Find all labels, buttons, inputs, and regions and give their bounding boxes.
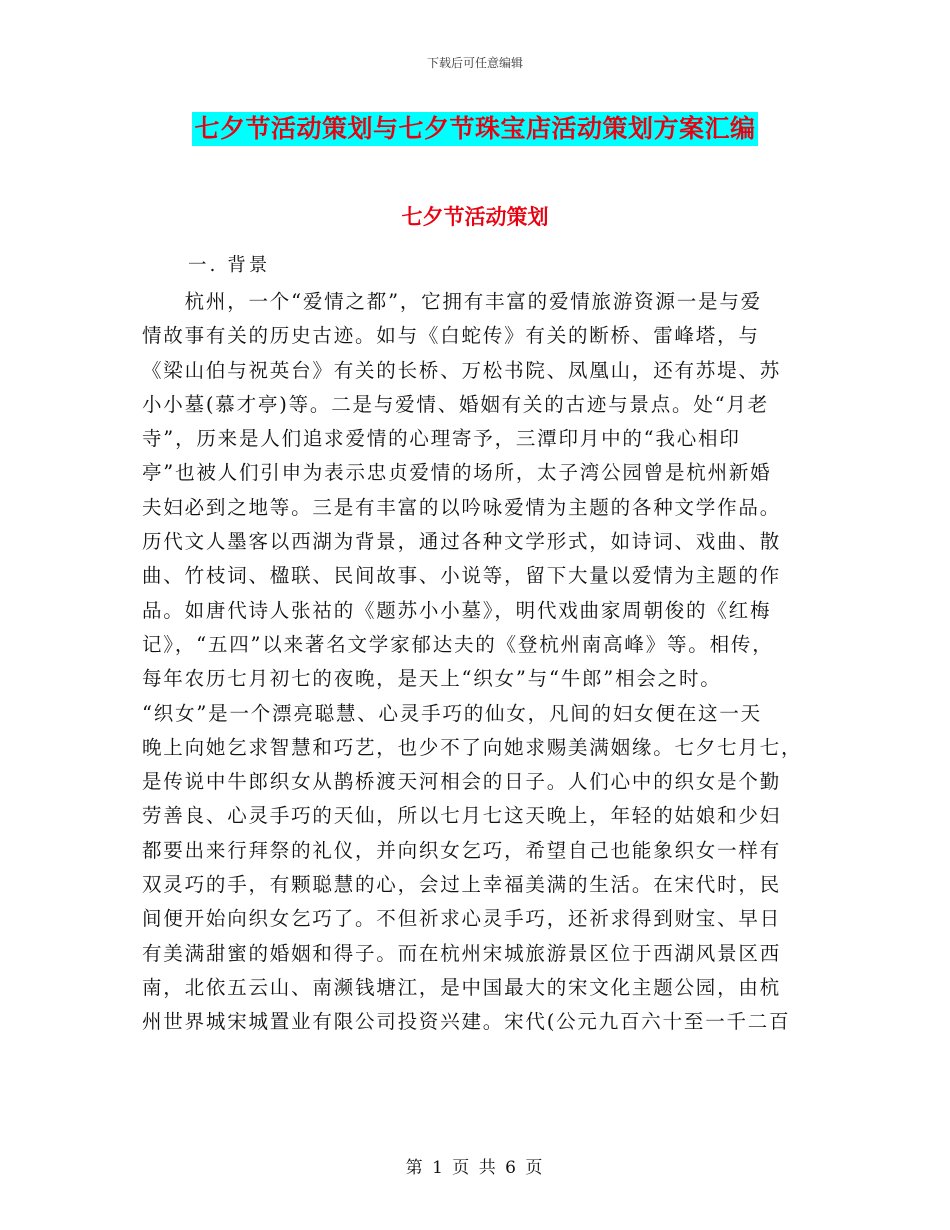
text-line: 间便开始向织女乞巧了。不但祈求心灵手巧，还祈求得到财宝、早日	[142, 907, 782, 931]
text-line: 记》，“五四”以来著名文学家郁达夫的《登杭州南高峰》等。相传，	[142, 632, 774, 656]
text-line: 历代文人墨客以西湖为背景，通过各种文学形式，如诗词、戏曲、散	[142, 530, 782, 554]
section-title: 七夕节活动策划	[401, 204, 549, 229]
text-line: 晚上向她乞求智慧和巧艺，也少不了向她求赐美满姻缘。七夕七月七，	[142, 735, 803, 759]
text-line: “织女”是一个漂亮聪慧、心灵手巧的仙女，凡间的妇女便在这一天	[142, 701, 762, 725]
page-header: 下载后可任意编辑	[426, 56, 523, 70]
document-title-container	[0, 112, 950, 146]
text-line: 州世界城宋城置业有限公司投资兴建。宋代(公元九百六十至一千二百	[142, 1010, 791, 1034]
text-line: 有美满甜蜜的婚姻和得子。而在杭州宋城旅游景区位于西湖风景区西	[142, 941, 782, 965]
text-line: 情故事有关的历史古迹。如与《白蛇传》有关的断桥、雷峰塔，与	[142, 324, 760, 348]
text-line: 寺”，历来是人们追求爱情的心理寄予，三潭印月中的“我心相印	[142, 427, 741, 451]
text-line: 是传说中牛郎织女从鹊桥渡天河相会的日子。人们心中的织女是个勤	[142, 770, 782, 794]
text-line: 曲、竹枝词、楹联、民间故事、小说等，留下大量以爱情为主题的作	[142, 564, 782, 588]
text-line: 夫妇必到之地等。三是有丰富的以吟咏爱情为主题的各种文学作品。	[142, 495, 782, 519]
document-title: 七夕节活动策划与七夕节珠宝店活动策划方案汇编	[192, 112, 757, 146]
text-line: 都要出来行拜祭的礼仪，并向织女乞巧，希望自己也能象织女一样有	[142, 838, 782, 862]
text-line: 亭”也被人们引申为表示忠贞爱情的场所，太子湾公园曾是杭州新婚	[142, 461, 772, 485]
page-footer: 第 1 页 共 6 页	[405, 1158, 545, 1178]
text-line: 劳善良、心灵手巧的天仙，所以七月七这天晚上，年轻的姑娘和少妇	[142, 804, 782, 828]
text-line: 《梁山伯与祝英台》有关的长桥、万松书院、凤凰山，还有苏堤、苏	[142, 358, 782, 382]
section-heading: 一. 背景	[188, 255, 271, 276]
text-line: 品。如唐代诗人张祜的《题苏小小墓》，明代戏曲家周朝俊的《红梅	[142, 598, 772, 622]
text-line: 杭州，一个“爱情之都”，它拥有丰富的爱情旅游资源一是与爱	[142, 290, 762, 313]
text-line: 小小墓(慕才亭)等。二是与爱情、婚姻有关的古迹与景点。处“月老	[142, 392, 769, 416]
text-line: 南，北依五云山、南濒钱塘江，是中国最大的宋文化主题公园，由杭	[142, 975, 782, 999]
body-paragraph	[142, 285, 810, 1040]
text-line: 每年农历七月初七的夜晚，是天上“织女”与“牛郎”相会之时。	[142, 667, 722, 691]
text-line: 双灵巧的手，有颗聪慧的心，会过上幸福美满的生活。在宋代时，民	[142, 873, 782, 897]
